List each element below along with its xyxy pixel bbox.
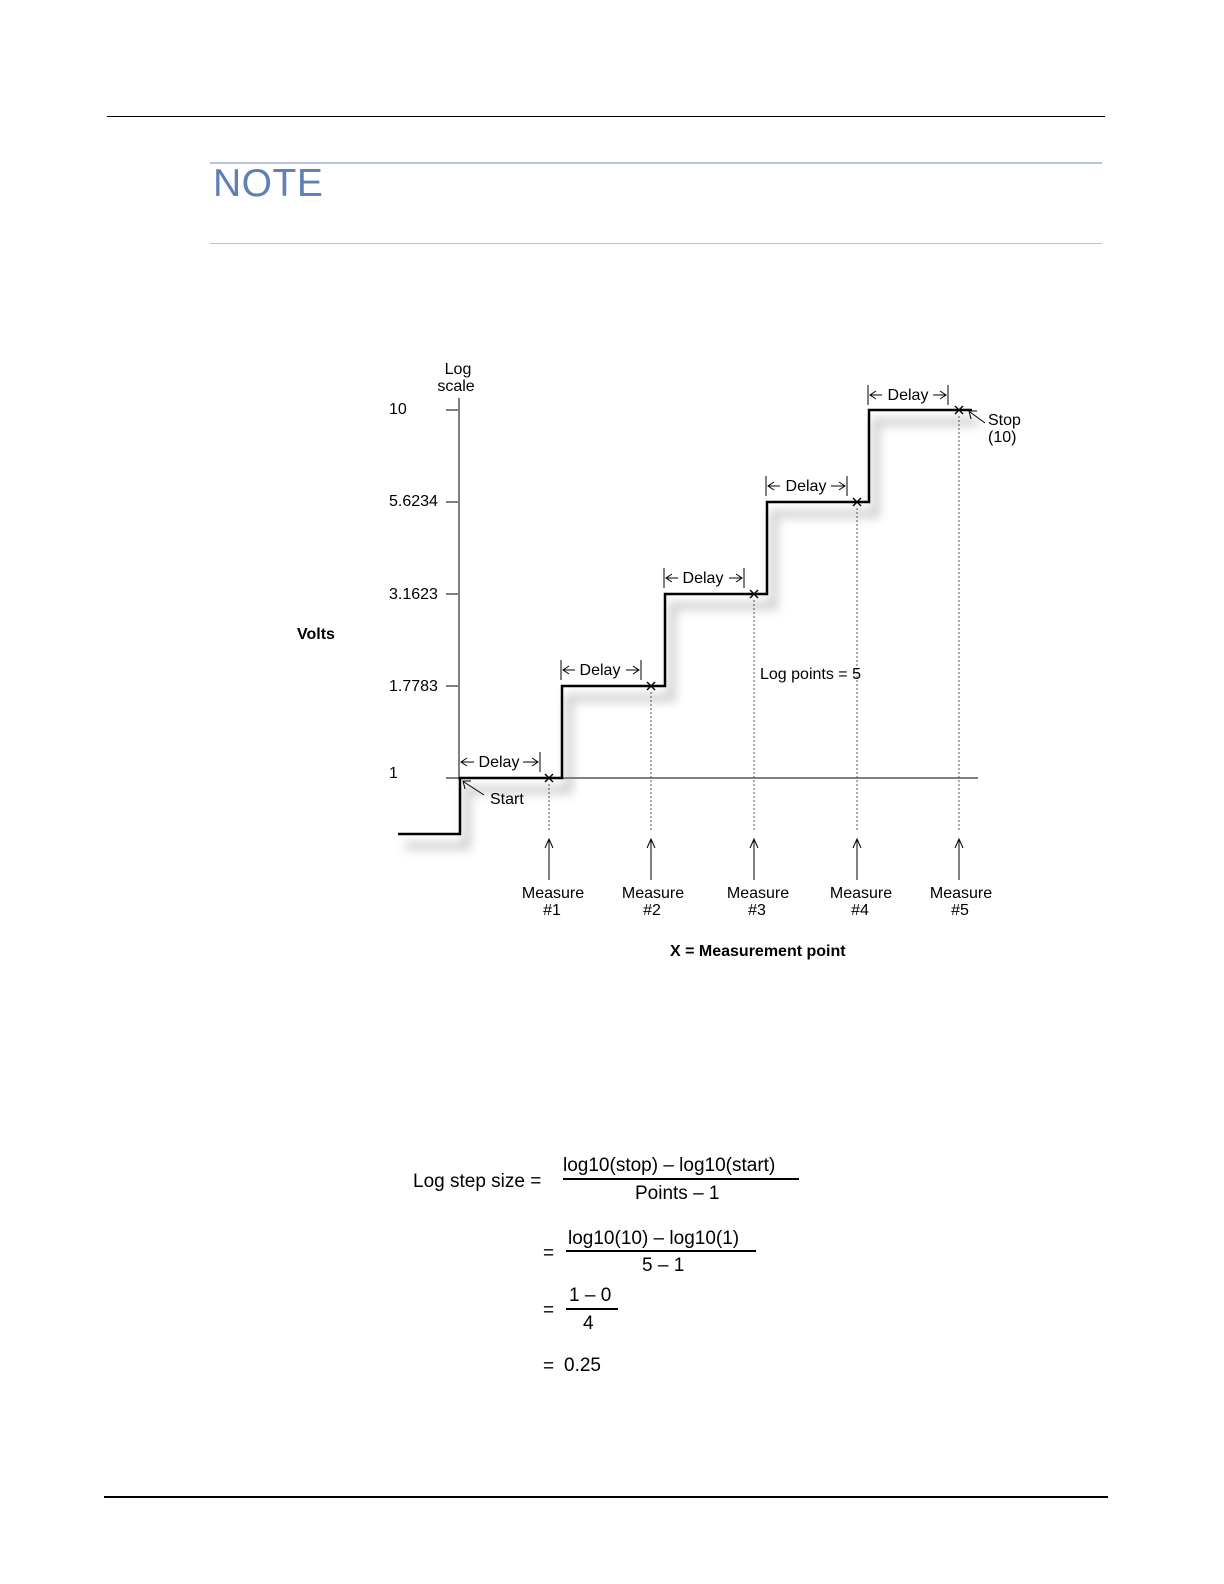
equation-result: 0.25 bbox=[564, 1355, 601, 1376]
measure-labels bbox=[522, 885, 992, 919]
measure-number: #2 bbox=[643, 902, 661, 919]
y-tick-label: 5.6234 bbox=[389, 493, 438, 510]
equation-step2-numerator: log10(10) – log10(1) bbox=[568, 1228, 740, 1249]
staircase-shadow bbox=[405, 422, 979, 846]
volts-label: Volts bbox=[297, 626, 335, 643]
measure-label: Measure bbox=[726, 885, 790, 902]
y-ticks bbox=[389, 401, 458, 782]
measure-label: Measure bbox=[621, 885, 685, 902]
measurement-point-legend: X = Measurement point bbox=[670, 943, 846, 960]
measure-number: #5 bbox=[951, 902, 969, 919]
delay-label: Delay bbox=[579, 662, 621, 679]
measure-label: Measure bbox=[929, 885, 993, 902]
start-label: Start bbox=[490, 791, 524, 808]
measure-number: #3 bbox=[748, 902, 766, 919]
note-heading: NOTE bbox=[213, 162, 324, 205]
measure-label: Measure bbox=[521, 885, 585, 902]
y-tick-label: 1 bbox=[389, 765, 398, 782]
stop-label: Stop bbox=[988, 412, 1021, 429]
equation-step2-fraction-line bbox=[566, 1250, 756, 1252]
equation-step2-equals: = bbox=[543, 1243, 555, 1264]
stop-value: (10) bbox=[988, 429, 1017, 446]
measurement-drop-lines bbox=[549, 416, 959, 832]
measurement-arrows bbox=[545, 839, 963, 880]
measure-label: Measure bbox=[829, 885, 893, 902]
equation-step3-denominator: 4 bbox=[583, 1313, 594, 1334]
axis-title-line1: Log bbox=[444, 361, 472, 378]
axis-title-line2: scale bbox=[437, 378, 475, 395]
y-tick-label: 3.1623 bbox=[389, 586, 438, 603]
delay-label: Delay bbox=[478, 754, 520, 771]
equation-step4-equals: = bbox=[543, 1356, 555, 1377]
delay-label: Delay bbox=[887, 387, 929, 404]
equation-lhs: Log step size = bbox=[413, 1171, 542, 1192]
delay-label: Delay bbox=[785, 478, 827, 495]
equation-step3-fraction-line bbox=[566, 1308, 618, 1310]
page-footer-rule bbox=[104, 1496, 1108, 1498]
equation-step2-denominator: 5 – 1 bbox=[642, 1255, 685, 1276]
delay-label: Delay bbox=[682, 570, 724, 587]
equation-step1-fraction-line bbox=[563, 1178, 799, 1180]
y-tick-label: 10 bbox=[389, 401, 407, 418]
measure-number: #4 bbox=[851, 902, 869, 919]
equation-step1-denominator: Points – 1 bbox=[635, 1183, 720, 1204]
log-points-label: Log points = 5 bbox=[760, 666, 861, 683]
delay-labels bbox=[479, 387, 929, 771]
equation-step1-numerator: log10(stop) – log10(start) bbox=[563, 1155, 776, 1176]
equation-step3-equals: = bbox=[543, 1300, 555, 1321]
y-tick-label: 1.7783 bbox=[389, 678, 438, 695]
measure-number: #1 bbox=[543, 902, 561, 919]
equation-step3-numerator: 1 – 0 bbox=[569, 1285, 612, 1306]
